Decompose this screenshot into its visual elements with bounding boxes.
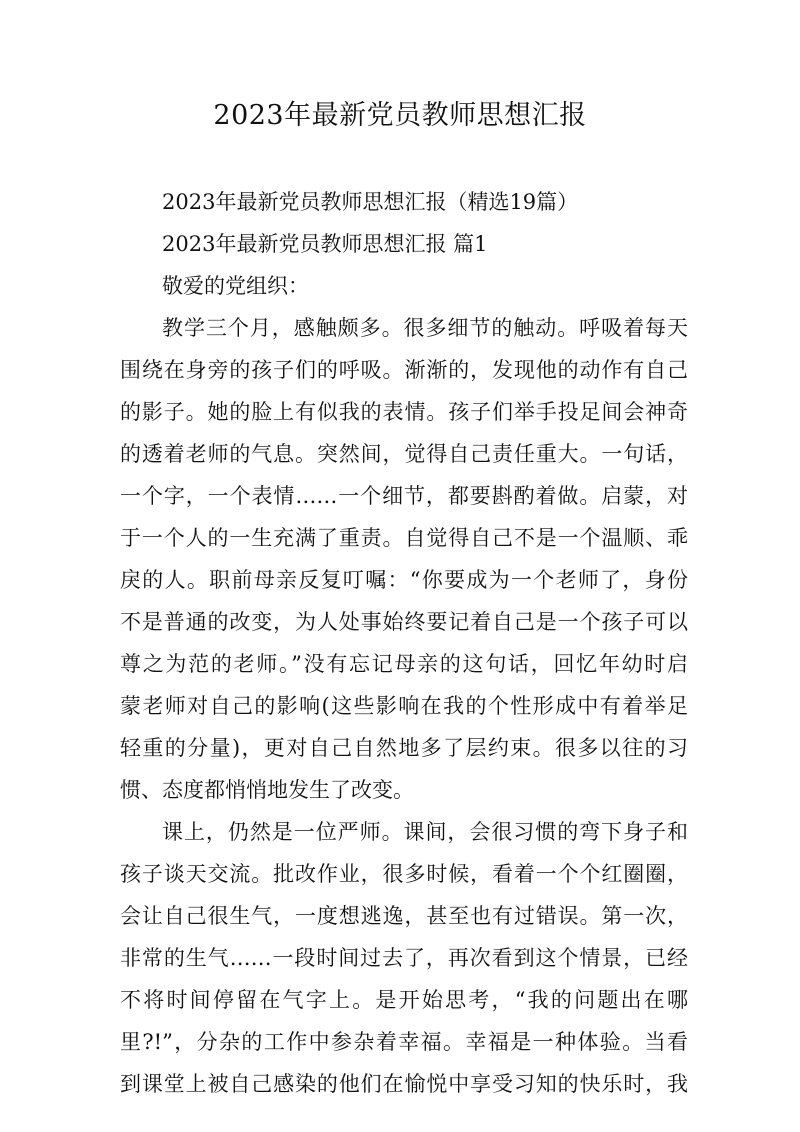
- text-line: 戾的人。职前母亲反复叮嘱：“你要成为一个老师了，身份: [120, 568, 688, 592]
- text-line: 会让自己很生气，一度想逃逸，甚至也有过错误。第一次，: [120, 904, 688, 928]
- document-body: [120, 181, 688, 1105]
- text-line: 教学三个月，感触颇多。很多细节的触动。呼吸着每天: [162, 316, 688, 340]
- text-line: 的影子。她的脸上有似我的表情。孩子们举手投足间会神奇: [120, 400, 688, 424]
- text-line: 到课堂上被自己感染的他们在愉悦中享受习知的快乐时，我: [120, 1072, 688, 1096]
- text-line: 尊之为范的老师。”没有忘记母亲的这句话，回忆年幼时启: [120, 652, 688, 676]
- document-title: 2023年最新党员教师思想汇报: [213, 100, 587, 131]
- text-line: 的透着老师的气息。突然间，觉得自己责任重大。一句话，: [120, 442, 688, 466]
- text-line: 2023年最新党员教师思想汇报（精选19篇）: [162, 190, 579, 214]
- text-line: 2023年最新党员教师思想汇报 篇1: [162, 232, 488, 256]
- text-line: 围绕在身旁的孩子们的呼吸。渐渐的，发现他的动作有自己: [120, 358, 688, 382]
- text-line: 孩子谈天交流。批改作业，很多时候，看着一个个红圈圈，: [120, 862, 688, 886]
- text-line: 不将时间停留在气字上。是开始思考，“我的问题出在哪: [120, 988, 688, 1012]
- text-line: 里?!”，分杂的工作中参杂着幸福。幸福是一种体验。当看: [120, 1030, 688, 1054]
- text-line: 非常的生气……一段时间过去了，再次看到这个情景，已经: [120, 946, 688, 970]
- text-line: 蒙老师对自己的影响(这些影响在我的个性形成中有着举足: [120, 694, 688, 718]
- text-line: 敬爱的党组织：: [162, 274, 309, 298]
- text-line: 课上，仍然是一位严师。课间，会很习惯的弯下身子和: [162, 820, 688, 844]
- text-line: 惯、态度都悄悄地发生了改变。: [120, 778, 414, 802]
- text-line: 一个字，一个表情……一个细节，都要斟酌着做。启蒙，对: [120, 484, 688, 508]
- text-line: 不是普通的改变，为人处事始终要记着自己是一个孩子可以: [120, 610, 688, 634]
- text-line: 于一个人的一生充满了重责。自觉得自己不是一个温顺、乖: [120, 526, 688, 550]
- text-line: 轻重的分量)，更对自己自然地多了层约束。很多以往的习: [120, 736, 688, 760]
